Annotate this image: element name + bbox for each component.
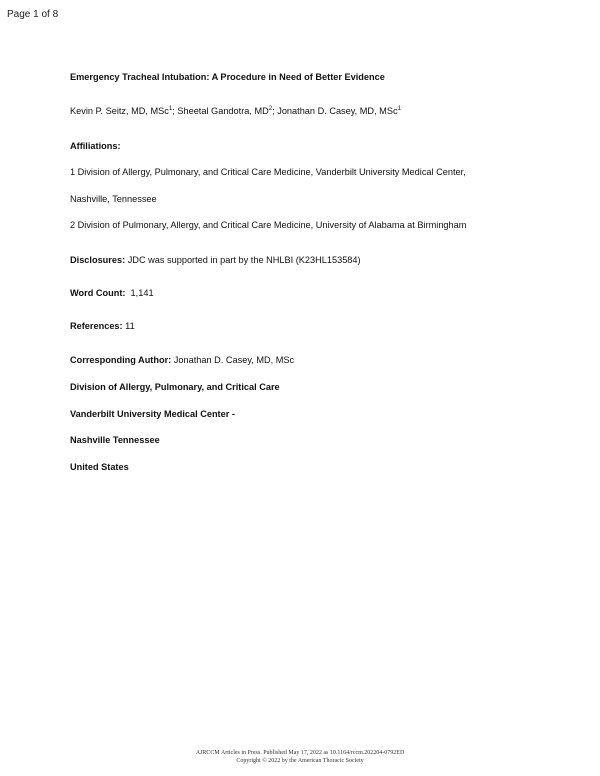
address-line-4: United States — [70, 462, 129, 472]
page-indicator: Page 1 of 8 — [7, 9, 59, 20]
corresponding-author — [70, 354, 294, 366]
affiliation-1-continued: Nashville, Tennessee — [70, 194, 157, 204]
author-3: Jonathan D. Casey, MD, MSc$^1$ — [277, 105, 401, 116]
footer-publication-line: AJRCCM Articles in Press. Published May 17, 2022 as 10.1164/rccm.202204-0792ED — [195, 750, 405, 756]
author-1: Kevin P. Seitz, MD, MSc$^1$; — [70, 105, 178, 116]
address-line-1: Division of Allergy, Pulmonary, and Critical Care — [70, 382, 280, 392]
author-2: Sheetal Gandotra, $MD^2$; — [177, 105, 278, 116]
paper-title: Emergency Tracheal Intubation: A Procedure in Need of Better Evidence — [70, 72, 385, 82]
address-line-2: Vanderbilt University Medical Center - — [70, 409, 235, 419]
page-footer — [0, 749, 600, 765]
word-count — [70, 287, 154, 299]
word-count-value: 1,141 — [125, 288, 154, 298]
author-list — [70, 105, 401, 117]
footer-copyright-line: Copyright © 2022 by the American Thoracic Society — [236, 758, 364, 764]
disclosures-label: Disclosures: — [70, 255, 126, 265]
affiliation-2: 2 Division of Pulmonary, Allergy, and Critical Care Medicine, University of Alabama at Birmingham — [70, 220, 467, 230]
disclosures-value: JDC was supported in part by the NHLBI (K23HL153584) — [125, 255, 361, 265]
corresponding-author-label: Corresponding Author: — [70, 355, 172, 365]
references-value: 11 — [122, 321, 135, 331]
affiliations-label: Affiliations: — [70, 141, 121, 151]
references-label: References: — [70, 321, 123, 331]
corresponding-author-value: Jonathan D. Casey, MD, MSc — [171, 355, 295, 365]
word-count-label: Word Count: — [70, 288, 126, 298]
disclosures — [70, 254, 361, 266]
address-line-3: Nashville Tennessee — [70, 435, 160, 445]
affiliation-1: 1 Division of Allergy, Pulmonary, and Critical Care Medicine, Vanderbilt University Medical Center, — [70, 167, 466, 177]
references — [70, 320, 135, 332]
